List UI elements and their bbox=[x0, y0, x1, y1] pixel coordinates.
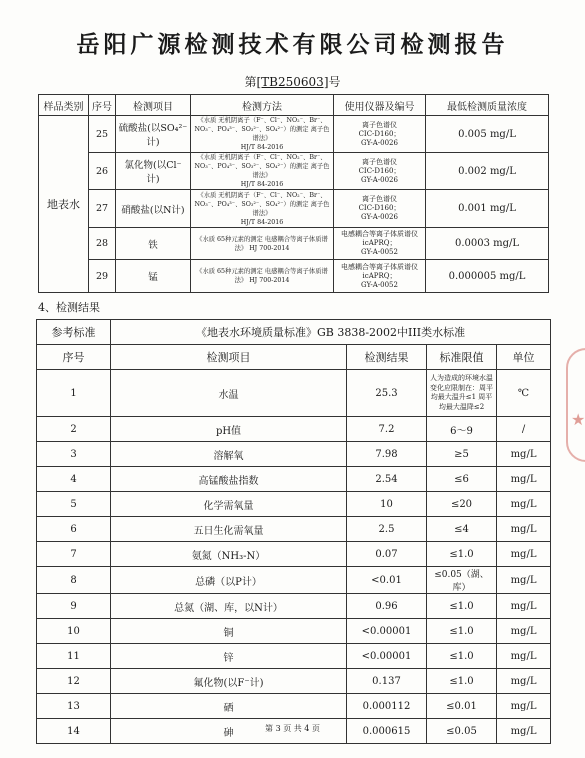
test-result: 25.3 bbox=[347, 370, 427, 417]
unit: mg/L bbox=[497, 669, 551, 694]
standard-limit: ≤1.0 bbox=[427, 619, 497, 644]
test-result: 0.000615 bbox=[347, 719, 427, 744]
test-item: 硫酸盐(以SO₄²⁻计) bbox=[116, 116, 191, 153]
detection-limit: 0.000005 mg/L bbox=[426, 260, 549, 293]
unit: mg/L bbox=[497, 467, 551, 492]
test-item: 锰 bbox=[116, 260, 191, 293]
test-item: pH值 bbox=[111, 417, 347, 442]
unit: mg/L bbox=[497, 542, 551, 567]
row-number: 4 bbox=[37, 467, 111, 492]
row-number: 7 bbox=[37, 542, 111, 567]
table-row bbox=[37, 492, 551, 517]
detection-limit: 0.005 mg/L bbox=[426, 116, 549, 153]
red-seal-stamp bbox=[566, 348, 585, 462]
standard-limit: ≤0.05 bbox=[427, 719, 497, 744]
row-number: 26 bbox=[89, 153, 116, 190]
standard-limit: ≤1.0 bbox=[427, 644, 497, 669]
header-cell: 检测项目 bbox=[116, 95, 191, 116]
row-number: 6 bbox=[37, 517, 111, 542]
table-row bbox=[39, 153, 549, 190]
row-number: 14 bbox=[37, 719, 111, 744]
header-cell: 检测结果 bbox=[347, 345, 427, 370]
standard-limit: ≤20 bbox=[427, 492, 497, 517]
test-item: 高锰酸盐指数 bbox=[111, 467, 347, 492]
table-row bbox=[39, 228, 549, 260]
row-number: 1 bbox=[37, 370, 111, 417]
standard-limit: 人为造成的环境水温变化应限制在：周平均最大温升≤1 周平均最大温降≤2 bbox=[427, 370, 497, 417]
row-number: 8 bbox=[37, 567, 111, 594]
header-cell: 样品类别 bbox=[39, 95, 89, 116]
row-number: 10 bbox=[37, 619, 111, 644]
test-item: 氟化物(以F⁻计) bbox=[111, 669, 347, 694]
table-row bbox=[37, 467, 551, 492]
results-header-row bbox=[37, 345, 551, 370]
test-item: 五日生化需氧量 bbox=[111, 517, 347, 542]
test-method: 《水质 65种元素的测定 电感耦合等离子体质谱法》 HJ 700-2014 bbox=[191, 228, 334, 260]
test-item: 砷 bbox=[111, 719, 347, 744]
table-row bbox=[37, 594, 551, 619]
header-cell: 标准限值 bbox=[427, 345, 497, 370]
detection-limit: 0.0003 mg/L bbox=[426, 228, 549, 260]
header-cell: 序号 bbox=[89, 95, 116, 116]
instrument: 电感耦合等离子体质谱仪icAPRQ； GY-A-0052 bbox=[334, 228, 426, 260]
instrument: 离子色谱仪 CIC-D160； GY-A-0026 bbox=[334, 190, 426, 228]
standard-limit: ≤0.05（湖、库） bbox=[427, 567, 497, 594]
header-cell: 单位 bbox=[497, 345, 551, 370]
header-cell: 检测项目 bbox=[111, 345, 347, 370]
unit: mg/L bbox=[497, 594, 551, 619]
unit: mg/L bbox=[497, 442, 551, 467]
test-result: 0.000112 bbox=[347, 694, 427, 719]
test-result: 10 bbox=[347, 492, 427, 517]
test-result: 0.96 bbox=[347, 594, 427, 619]
test-result: <0.01 bbox=[347, 567, 427, 594]
table-row bbox=[37, 442, 551, 467]
reference-standard: 《地表水环境质量标准》GB 3838-2002中III类水标准 bbox=[111, 320, 551, 345]
unit: mg/L bbox=[497, 644, 551, 669]
standard-limit: ≤6 bbox=[427, 467, 497, 492]
row-number: 12 bbox=[37, 669, 111, 694]
unit: ℃ bbox=[497, 370, 551, 417]
instrument: 电感耦合等离子体质谱仪icAPRQ； GY-A-0052 bbox=[334, 260, 426, 293]
section-heading: 4、检测结果 bbox=[38, 301, 100, 314]
methods-header-row bbox=[39, 95, 549, 116]
test-result: 7.2 bbox=[347, 417, 427, 442]
table-row bbox=[39, 116, 549, 153]
row-number: 11 bbox=[37, 644, 111, 669]
table-row bbox=[37, 669, 551, 694]
header-cell: 最低检测质量浓度 bbox=[426, 95, 549, 116]
test-item: 化学需氧量 bbox=[111, 492, 347, 517]
instrument: 离子色谱仪 CIC-D160； GY-A-0026 bbox=[334, 116, 426, 153]
row-number: 9 bbox=[37, 594, 111, 619]
table-row bbox=[37, 517, 551, 542]
standard-limit: ≤1.0 bbox=[427, 669, 497, 694]
table-row bbox=[39, 190, 549, 228]
test-method: 《水质 无机阴离子（F⁻、Cl⁻、NO₂⁻、Br⁻、NO₃⁻、PO₄³⁻、SO₃²⁻、SO₄²⁻）的测定 离子色谱法》 HJ/T 84-2016 bbox=[191, 116, 334, 153]
header-cell: 检测方法 bbox=[191, 95, 334, 116]
test-result: 0.07 bbox=[347, 542, 427, 567]
test-item: 溶解氧 bbox=[111, 442, 347, 467]
test-item: 铁 bbox=[116, 228, 191, 260]
sample-type: 地表水 bbox=[39, 116, 89, 293]
test-result: <0.00001 bbox=[347, 619, 427, 644]
test-method: 《水质 无机阴离子（F⁻、Cl⁻、NO₂⁻、Br⁻、NO₃⁻、PO₄³⁻、SO₃²⁻、SO₄²⁻）的测定 离子色谱法》 HJ/T 84-2016 bbox=[191, 153, 334, 190]
unit: / bbox=[497, 417, 551, 442]
test-item: 铜 bbox=[111, 619, 347, 644]
unit: mg/L bbox=[497, 517, 551, 542]
standard-limit: ≤1.0 bbox=[427, 542, 497, 567]
standard-limit: 6～9 bbox=[427, 417, 497, 442]
row-number: 3 bbox=[37, 442, 111, 467]
report-number: 第[TB250603]号 bbox=[244, 75, 341, 89]
page-number: 第 3 页 共 4 页 bbox=[265, 724, 320, 733]
report-title: 岳阳广源检测技术有限公司检测报告 bbox=[76, 31, 509, 58]
row-number: 2 bbox=[37, 417, 111, 442]
test-item: 氨氮（NH₃-N） bbox=[111, 542, 347, 567]
row-number: 29 bbox=[89, 260, 116, 293]
row-number: 28 bbox=[89, 228, 116, 260]
results-table bbox=[36, 319, 551, 744]
test-item: 总氮（湖、库，以N计） bbox=[111, 594, 347, 619]
seal-star-icon: ★ bbox=[571, 410, 585, 429]
test-item: 氯化物(以Cl⁻计) bbox=[116, 153, 191, 190]
detection-limit: 0.001 mg/L bbox=[426, 190, 549, 228]
instrument: 离子色谱仪 CIC-D160； GY-A-0026 bbox=[334, 153, 426, 190]
row-number: 25 bbox=[89, 116, 116, 153]
header-cell: 使用仪器及编号 bbox=[334, 95, 426, 116]
table-row bbox=[37, 542, 551, 567]
table-row bbox=[37, 619, 551, 644]
test-method: 《水质 无机阴离子（F⁻、Cl⁻、NO₂⁻、Br⁻、NO₃⁻、PO₄³⁻、SO₃²⁻、SO₄²⁻）的测定 离子色谱法》 HJ/T 84-2016 bbox=[191, 190, 334, 228]
unit: mg/L bbox=[497, 567, 551, 594]
test-item: 锌 bbox=[111, 644, 347, 669]
unit: mg/L bbox=[497, 619, 551, 644]
standard-limit: ≥5 bbox=[427, 442, 497, 467]
table-row bbox=[37, 567, 551, 594]
table-row bbox=[39, 260, 549, 293]
standard-limit: ≤4 bbox=[427, 517, 497, 542]
methods-table bbox=[38, 94, 549, 293]
unit: mg/L bbox=[497, 694, 551, 719]
test-result: <0.00001 bbox=[347, 644, 427, 669]
row-number: 27 bbox=[89, 190, 116, 228]
test-method: 《水质 65种元素的测定 电感耦合等离子体质谱法》 HJ 700-2014 bbox=[191, 260, 334, 293]
test-result: 2.54 bbox=[347, 467, 427, 492]
standard-limit: ≤0.01 bbox=[427, 694, 497, 719]
table-row bbox=[37, 694, 551, 719]
table-row bbox=[37, 417, 551, 442]
unit: mg/L bbox=[497, 492, 551, 517]
test-result: 0.137 bbox=[347, 669, 427, 694]
reference-label: 参考标准 bbox=[37, 320, 111, 345]
test-result: 2.5 bbox=[347, 517, 427, 542]
table-row bbox=[37, 644, 551, 669]
row-number: 13 bbox=[37, 694, 111, 719]
detection-limit: 0.002 mg/L bbox=[426, 153, 549, 190]
test-item: 总磷（以P计） bbox=[111, 567, 347, 594]
test-result: 7.98 bbox=[347, 442, 427, 467]
table-row bbox=[37, 370, 551, 417]
test-item: 水温 bbox=[111, 370, 347, 417]
unit: mg/L bbox=[497, 719, 551, 744]
test-item: 硝酸盐(以N计) bbox=[116, 190, 191, 228]
reference-row bbox=[37, 320, 551, 345]
test-item: 硒 bbox=[111, 694, 347, 719]
header-cell: 序号 bbox=[37, 345, 111, 370]
row-number: 5 bbox=[37, 492, 111, 517]
standard-limit: ≤1.0 bbox=[427, 594, 497, 619]
